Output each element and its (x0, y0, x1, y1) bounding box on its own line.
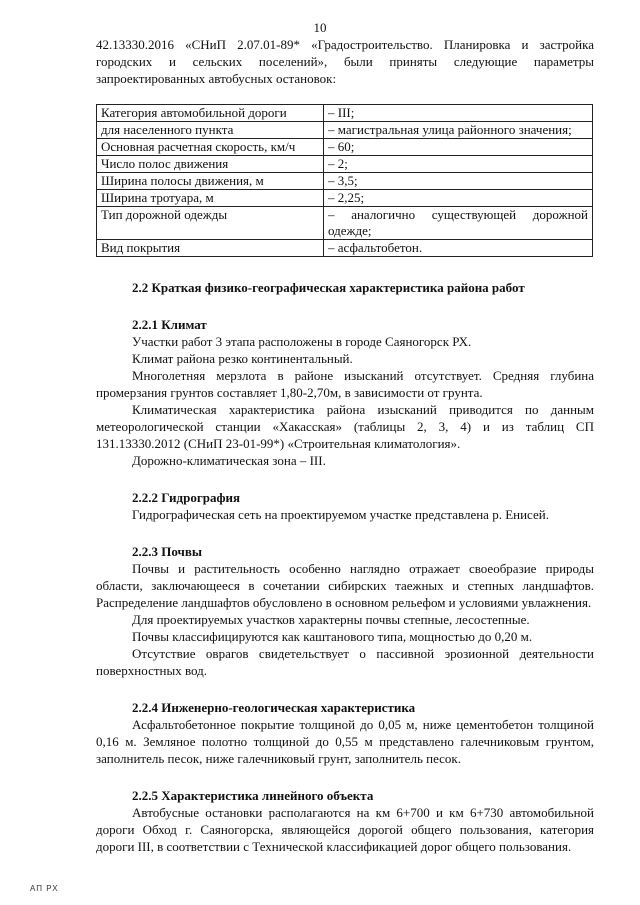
section-2-2-title: 2.2 Краткая физико-географическая характеристика района работ (132, 280, 525, 295)
table-row (97, 190, 593, 207)
linear-object-title: 2.2.5 Характеристика линейного объекта (132, 788, 374, 803)
intro-paragraph: 42.13330.2016 «СНиП 2.07.01-89* «Градостроительство. Планировка и застройка городских и сельских поселений», были приняты следующие параметры запроектированных автобусных остановок: (96, 37, 594, 86)
climate-paragraph-3: Многолетняя мерзлота в районе изысканий отсутствует. Средняя глубина промерзания грунтов составляет 1,80-2,70м, в зависимости от грунта. (96, 368, 594, 400)
table-row (97, 122, 593, 139)
soils-paragraph-2: Для проектируемых участков характерны почвы степные, лесостепные. (132, 612, 530, 627)
param-label: Ширина тротуара, м (97, 190, 324, 207)
param-value: – асфальтобетон. (324, 240, 593, 257)
soils-paragraph-3: Почвы классифицируются как каштанового типа, мощностью до 0,20 м. (132, 629, 533, 644)
geology-paragraph: Асфальтобетонное покрытие толщиной до 0,05 м, ниже цементобетон толщиной 0,16 м. Земляное полотно толщиной до 0,55 м представлено галечниковым грунтом, заполнитель песок, ниже галечниковый грунт, заполнитель песок. (96, 717, 594, 766)
table-row (97, 139, 593, 156)
param-label: Основная расчетная скорость, км/ч (97, 139, 324, 156)
soils-paragraph-4: Отсутствие оврагов свидетельствует о пассивной эрозионной деятельности поверхностных вод. (96, 646, 594, 678)
param-label: для населенного пункта (97, 122, 324, 139)
climate-paragraph-5: Дорожно-климатическая зона – III. (132, 453, 326, 468)
soils-title: 2.2.3 Почвы (132, 544, 203, 559)
linear-object-paragraph: Автобусные остановки располагаются на км 6+700 и км 6+730 автомобильной дороги Обход г. Саяногорска, являющейся дорогой общего пользования, категория дороги III, в соответствии с Технической классификацией дорог общего пользования. (96, 805, 594, 854)
table-row (97, 156, 593, 173)
climate-paragraph-1: Участки работ 3 этапа расположены в городе Саяногорск РХ. (132, 334, 472, 349)
document-body (96, 36, 594, 855)
param-label: Тип дорожной одежды (97, 207, 324, 240)
param-label: Категория автомобильной дороги (97, 105, 324, 122)
climate-paragraph-2: Климат района резко континентальный. (132, 351, 353, 366)
soils-paragraph-1: Почвы и растительность особенно наглядно отражает своеобразие природы области, заключающееся в сочетании сибирских таежных и степных ландшафтов. Распределение ландшафтов обусловлено в основном рельефом и условиями увлажнения. (96, 561, 594, 610)
param-label: Вид покрытия (97, 240, 324, 257)
parameters-table (96, 104, 593, 257)
param-value: – 3,5; (324, 173, 593, 190)
param-value: – 2,25; (324, 190, 593, 207)
param-label: Число полос движения (97, 156, 324, 173)
table-row (97, 240, 593, 257)
param-value: – 2; (324, 156, 593, 173)
param-value: – 60; (324, 139, 593, 156)
footer-mark: АП РХ (30, 884, 59, 893)
climate-paragraph-4: Климатическая характеристика района изысканий приводится по данным метеорологической станции «Хакасская» (таблицы 2, 3, 4) и из таблиц СП 131.13330.2012 (СНиП 23-01-99*) «Строительная климатология». (96, 402, 594, 451)
table-row (97, 105, 593, 122)
hydrography-title: 2.2.2 Гидрография (132, 490, 240, 505)
geology-title: 2.2.4 Инженерно-геологическая характеристика (132, 700, 416, 715)
param-value: – магистральная улица районного значения; (324, 122, 593, 139)
climate-title: 2.2.1 Климат (132, 317, 207, 332)
param-value: – аналогично существующей дорожной одежде; (324, 207, 593, 240)
hydrography-paragraph: Гидрографическая сеть на проектируемом участке представлена р. Енисей. (132, 507, 549, 522)
table-row (97, 173, 593, 190)
table-row (97, 207, 593, 240)
param-value: – III; (324, 105, 593, 122)
page-number: 10 (313, 20, 327, 35)
param-label: Ширина полосы движения, м (97, 173, 324, 190)
